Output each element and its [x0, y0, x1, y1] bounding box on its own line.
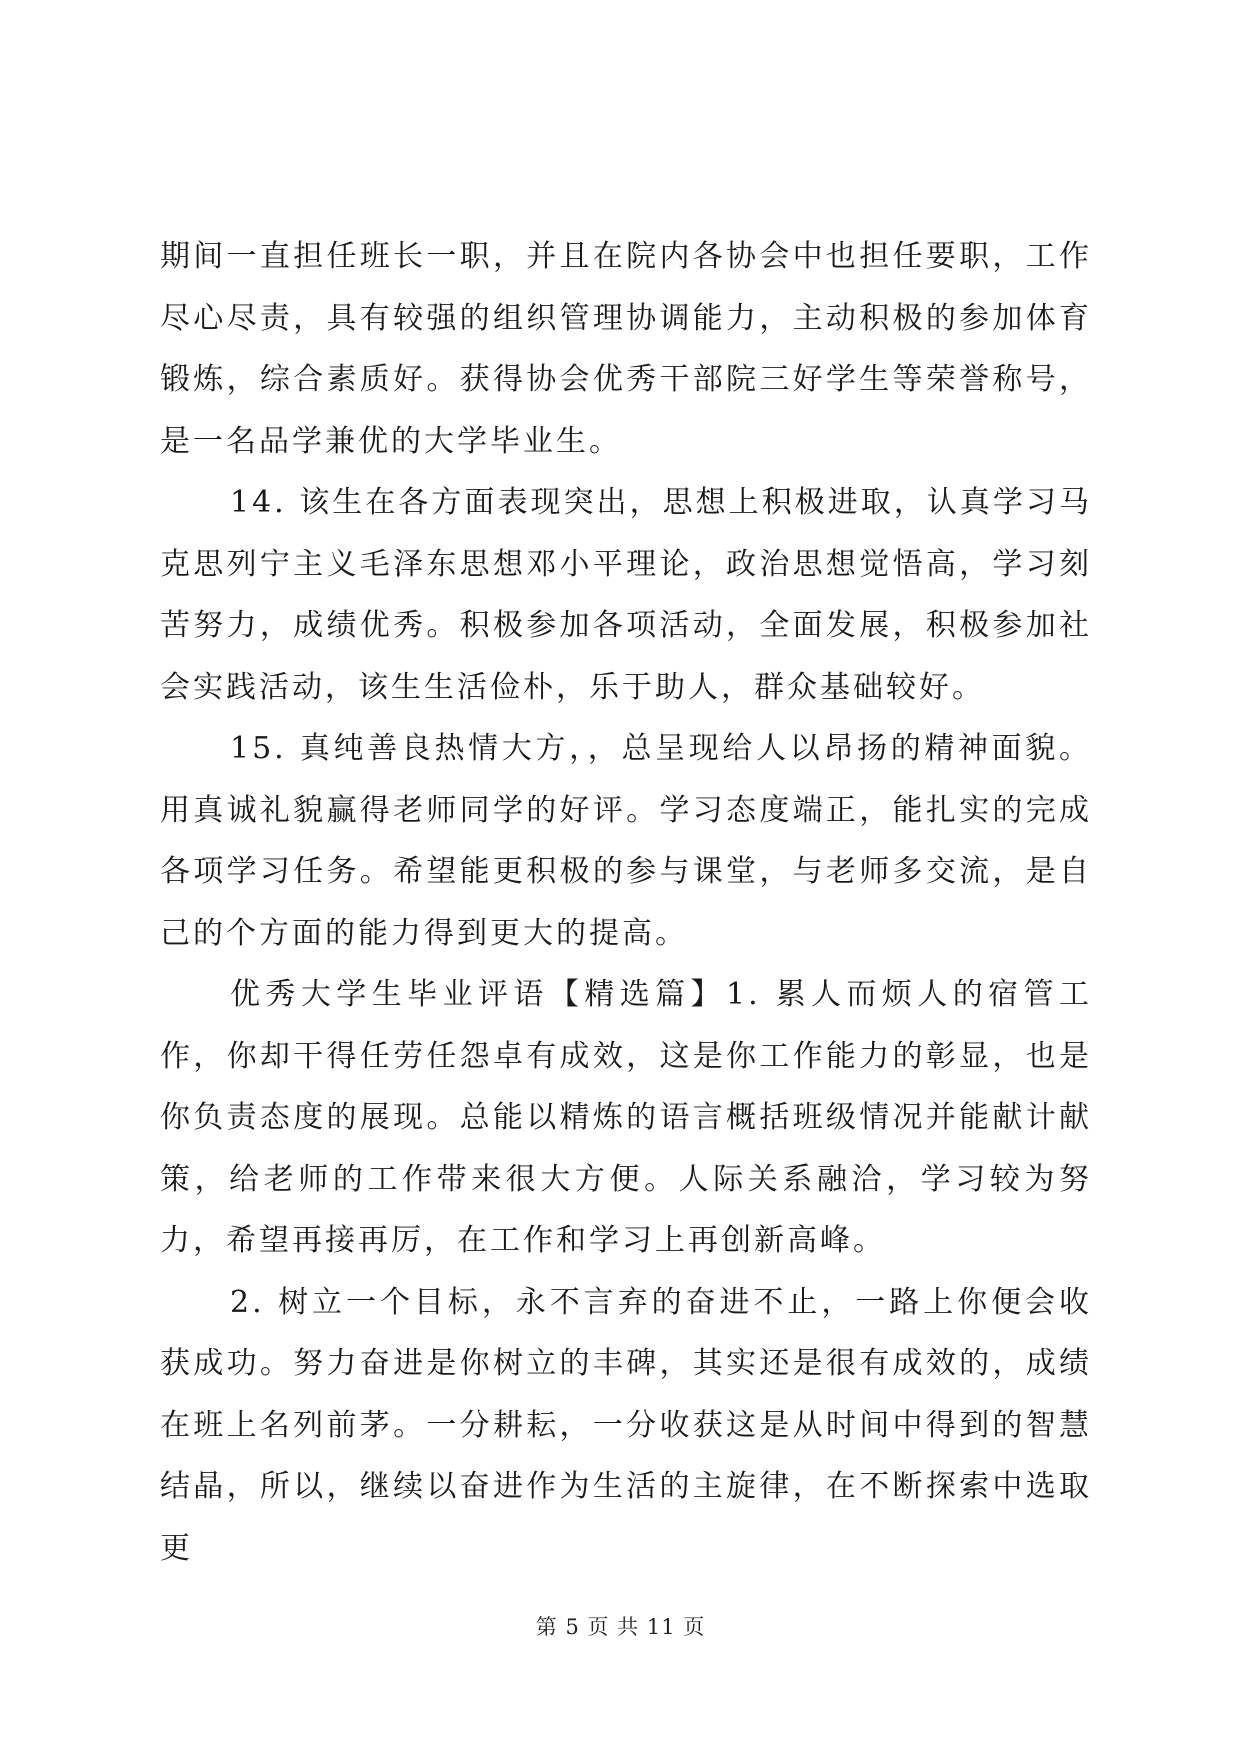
paragraph-selected-2: 2. 树立一个目标，永不言弃的奋进不止，一路上你便会收获成功。努力奋进是你树立的丰碑，其实还是很有成效的，成绩在班上名列前茅。一分耕耘，一分收获这是从时间中得到的智慧结晶，所以，继续以奋进作为生活的主旋律，在不断探索中选取更: [160, 1284, 1092, 1566]
page-footer: 第 5 页 共 11 页: [535, 1615, 706, 1639]
paragraph-15: 15. 真纯善良热情大方，，总呈现给人以昂扬的精神面貌。用真诚礼貌赢得老师同学的好评。学习态度端正，能扎实的完成各项学习任务。希望能更积极的参与课堂，与老师多交流，是自己的个方面的能力得到更大的提高。: [160, 731, 1092, 951]
paragraph-selected-1: 优秀大学生毕业评语【精选篇】1. 累人而烦人的宿管工作，你却干得任劳任怨卓有成效，这是你工作能力的彰显，也是你负责态度的展现。总能以精炼的语言概括班级情况并能献计献策，给老师的工作带来很大方便。人际关系融洽，学习较为努力，希望再接再厉，在工作和学习上再创新高峰。: [160, 977, 1092, 1258]
paragraph-continued: 期间一直担任班长一职，并且在院内各协会中也担任要职，工作尽心尽责，具有较强的组织管理协调能力，主动积极的参加体育锻炼，综合素质好。获得协会优秀干部院三好学生等荣誉称号，是一名品学兼优的大学毕业生。: [160, 239, 1092, 459]
document-body: [160, 226, 1092, 1579]
paragraph-14: 14. 该生在各方面表现突出，思想上积极进取，认真学习马克思列宁主义毛泽东思想邓小平理论，政治思想觉悟高，学习刻苦努力，成绩优秀。积极参加各项活动，全面发展，积极参加社会实践活动，该生生活俭朴，乐于助人，群众基础较好。: [160, 485, 1092, 705]
